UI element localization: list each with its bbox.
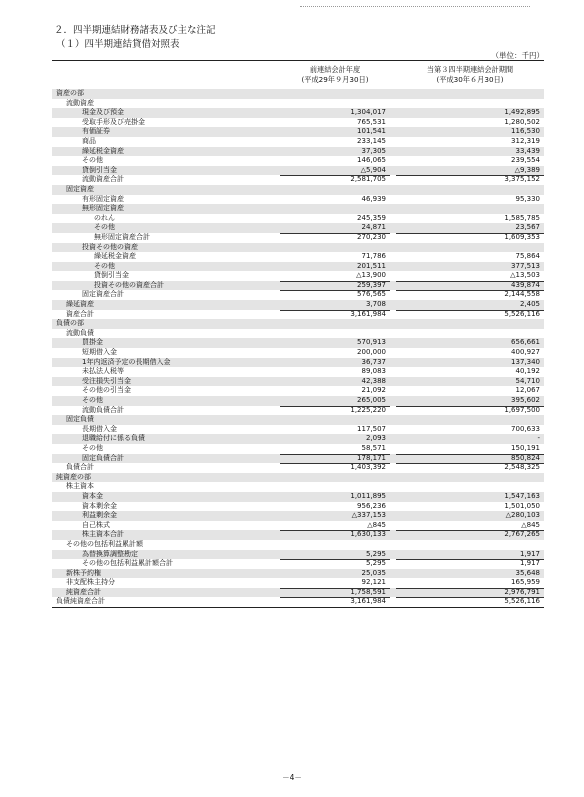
- prior-period-value: 36,737: [361, 357, 386, 366]
- table-row: [52, 588, 544, 598]
- prior-period-value: 58,571: [361, 443, 386, 452]
- prior-period-value: 101,541: [357, 127, 386, 136]
- row-label: 固定負債: [66, 415, 94, 424]
- table-row: [52, 262, 544, 272]
- prior-period-value: 5,295: [280, 559, 386, 569]
- current-period-value: 439,874: [396, 281, 540, 291]
- table-row: [52, 502, 544, 512]
- table-row: [52, 137, 544, 147]
- row-label: 株主資本合計: [82, 530, 124, 539]
- current-period-value: 1,280,502: [504, 117, 540, 126]
- header-rule: [300, 0, 530, 7]
- row-label: 純資産の部: [56, 472, 91, 481]
- row-label: 新株予約権: [66, 568, 101, 577]
- current-period-value: 700,633: [511, 424, 540, 433]
- current-period-value: 312,319: [511, 136, 540, 145]
- prior-period-value: △5,904: [360, 165, 386, 174]
- current-period-value: 395,602: [511, 396, 540, 404]
- row-label: 受取手形及び売掛金: [82, 117, 145, 126]
- row-label: 繰延税金資産: [94, 252, 136, 261]
- table-row: [52, 271, 544, 281]
- current-period-value: 5,526,116: [396, 597, 540, 607]
- row-label: 流動負債: [66, 328, 94, 337]
- row-label: 繰延資産: [66, 300, 94, 309]
- table-row: [52, 454, 544, 464]
- prior-period-value: 200,000: [357, 348, 386, 357]
- current-period-value: 1,917: [519, 549, 540, 558]
- table-row: [52, 319, 544, 329]
- prior-period-value: 92,121: [361, 578, 386, 587]
- prior-period-value: 3,708: [365, 300, 386, 309]
- table-row: [52, 300, 544, 310]
- row-label: 固定負債合計: [82, 453, 124, 462]
- prior-period-value: △845: [367, 520, 386, 529]
- row-label: その他の引当金: [82, 386, 131, 395]
- table-row: [52, 396, 544, 406]
- row-label: 未払法人税等: [82, 367, 124, 376]
- prior-period-value: 21,092: [361, 386, 386, 395]
- table-row: [52, 223, 544, 233]
- row-label: 短期借入金: [82, 348, 117, 357]
- current-period-value: -: [537, 434, 540, 443]
- current-period-value: 2,144,558: [396, 290, 540, 300]
- current-period-value: △9,389: [514, 165, 540, 174]
- row-label: その他: [82, 443, 103, 452]
- row-label: 買掛金: [82, 338, 103, 347]
- table-row: [52, 406, 544, 416]
- table-row: [52, 473, 544, 483]
- prior-period-value: 233,145: [357, 136, 386, 145]
- table-row: [52, 540, 544, 550]
- current-period-value: △280,103: [505, 511, 540, 520]
- row-label: 利益剰余金: [82, 511, 117, 520]
- row-label: 純資産合計: [66, 587, 101, 596]
- table-row: [52, 444, 544, 454]
- prior-period-value: 24,871: [361, 223, 386, 232]
- row-label: 商品: [82, 136, 96, 145]
- table-row: [52, 127, 544, 137]
- current-period-value: 656,661: [511, 338, 540, 347]
- prior-period-value: 89,083: [361, 367, 386, 376]
- current-period-value: 75,864: [515, 252, 540, 261]
- current-period-value: 23,567: [515, 223, 540, 232]
- table-row: [52, 597, 544, 608]
- column-header-prior-title: 前連結会計年度: [309, 65, 361, 74]
- prior-period-value: 3,161,984: [280, 597, 386, 607]
- prior-period-value: 3,161,984: [280, 310, 386, 320]
- row-label: その他: [94, 261, 115, 270]
- column-header-current-date: (平成30年６月30日): [436, 75, 504, 84]
- row-label: その他: [82, 396, 103, 404]
- table-row: [52, 358, 544, 368]
- prior-period-value: 146,065: [357, 156, 386, 165]
- current-period-value: 1,585,785: [504, 213, 540, 222]
- table-row: [52, 329, 544, 339]
- current-period-value: 377,513: [511, 261, 540, 270]
- prior-period-value: 2,093: [365, 434, 386, 443]
- table-row: [52, 377, 544, 387]
- table-row: [52, 204, 544, 214]
- table-row: [52, 108, 544, 118]
- current-period-value: 35,648: [515, 568, 540, 577]
- row-label: 流動資産: [66, 98, 94, 107]
- row-label: のれん: [94, 213, 115, 222]
- current-period-value: 2,548,325: [396, 463, 540, 473]
- current-period-value: 137,340: [511, 357, 540, 366]
- current-period-value: 2,767,265: [396, 530, 540, 540]
- table-title: （１）四半期連結貸借対照表: [56, 39, 180, 50]
- table-row: [52, 578, 544, 588]
- row-label: 資産合計: [66, 309, 94, 318]
- row-label: 投資その他の資産: [82, 242, 138, 251]
- table-row: [52, 492, 544, 502]
- table-row: [52, 415, 544, 425]
- table-row: [52, 348, 544, 358]
- current-period-value: 2,976,791: [396, 588, 540, 598]
- row-label: 流動資産合計: [82, 175, 124, 184]
- unit-label: （単位：千円）: [491, 51, 544, 60]
- prior-period-value: △337,153: [351, 511, 386, 520]
- prior-period-value: 2,581,705: [280, 175, 386, 185]
- section-title: ２．四半期連結財務諸表及び主な注記: [54, 25, 216, 36]
- prior-period-value: 71,786: [361, 252, 386, 261]
- current-period-value: 150,191: [511, 443, 540, 452]
- row-label: 1年内返済予定の長期借入金: [82, 357, 171, 366]
- row-label: その他の包括利益累計額合計: [82, 559, 173, 568]
- column-header-prior: [280, 65, 390, 85]
- current-period-value: 850,824: [396, 454, 540, 464]
- row-label: 資本剰余金: [82, 501, 117, 510]
- current-period-value: 5,526,116: [396, 310, 540, 320]
- current-period-value: 1,492,895: [504, 108, 540, 117]
- row-label: 現金及び預金: [82, 108, 124, 117]
- row-label: 貸倒引当金: [94, 271, 129, 280]
- row-label: 固定資産合計: [82, 290, 124, 299]
- row-label: 資本金: [82, 491, 103, 500]
- row-label: その他の包括利益累計額: [66, 539, 143, 548]
- current-period-value: 239,554: [511, 156, 540, 165]
- current-period-value: 1,697,500: [396, 406, 540, 416]
- table-row: [52, 463, 544, 473]
- table-row: [52, 569, 544, 579]
- prior-period-value: 270,230: [280, 233, 386, 243]
- current-period-value: 54,710: [515, 376, 540, 385]
- table-row: [52, 99, 544, 109]
- row-label: 投資その他の資産合計: [94, 280, 164, 289]
- prior-period-value: 576,565: [280, 290, 386, 300]
- row-label: 自己株式: [82, 520, 110, 529]
- row-label: 受注損失引当金: [82, 376, 131, 385]
- table-row: [52, 147, 544, 157]
- column-header-current: [396, 65, 544, 85]
- current-period-value: △845: [521, 520, 540, 529]
- table-row: [52, 310, 544, 320]
- table-row: [52, 434, 544, 444]
- prior-period-value: 117,507: [357, 424, 386, 433]
- prior-period-value: 25,035: [361, 568, 386, 577]
- table-row: [52, 386, 544, 396]
- table-row: [52, 89, 544, 99]
- current-period-value: 40,192: [515, 367, 540, 376]
- page-number: －4－: [282, 773, 302, 782]
- table-row: [52, 243, 544, 253]
- prior-period-value: 5,295: [365, 549, 386, 558]
- table-row: [52, 175, 544, 185]
- current-period-value: 165,959: [511, 578, 540, 587]
- row-label: 非支配株主持分: [66, 578, 115, 587]
- prior-period-value: 956,236: [357, 501, 386, 510]
- row-label: 有形固定資産: [82, 194, 124, 203]
- current-period-value: 1,609,353: [396, 233, 540, 243]
- prior-period-value: 265,005: [357, 396, 386, 404]
- row-label: 負債の部: [56, 319, 84, 328]
- prior-period-value: 37,305: [361, 146, 386, 155]
- table-row: [52, 511, 544, 521]
- table-row: [52, 281, 544, 291]
- current-period-value: 1,917: [396, 559, 540, 569]
- table-row: [52, 195, 544, 205]
- prior-period-value: 765,531: [357, 117, 386, 126]
- prior-period-value: 1,758,591: [280, 588, 386, 598]
- table-row: [52, 521, 544, 531]
- table-header: [52, 60, 544, 90]
- table-row: [52, 367, 544, 377]
- prior-period-value: 46,939: [361, 194, 386, 203]
- prior-period-value: 259,397: [280, 281, 386, 291]
- prior-period-value: 1,403,392: [280, 463, 386, 473]
- current-period-value: 12,067: [515, 386, 540, 395]
- prior-period-value: 1,304,017: [350, 108, 386, 117]
- table-row: [52, 290, 544, 300]
- row-label: 為替換算調整勘定: [82, 549, 138, 558]
- row-label: 無形固定資産: [82, 204, 124, 213]
- table-row: [52, 185, 544, 195]
- row-label: 株主資本: [66, 482, 94, 491]
- current-period-value: 2,405: [519, 300, 540, 309]
- row-label: 貸倒引当金: [82, 165, 117, 174]
- table-row: [52, 166, 544, 176]
- current-period-value: 116,530: [511, 127, 540, 136]
- table-row: [52, 530, 544, 540]
- table-row: [52, 559, 544, 569]
- prior-period-value: 1,225,220: [280, 406, 386, 416]
- current-period-value: 1,501,050: [504, 501, 540, 510]
- prior-period-value: 42,388: [361, 376, 386, 385]
- column-header-prior-date: (平成29年９月30日): [301, 75, 369, 84]
- row-label: 固定資産: [66, 184, 94, 193]
- row-label: その他: [82, 156, 103, 165]
- prior-period-value: 201,511: [357, 261, 386, 270]
- table-row: [52, 550, 544, 560]
- current-period-value: 1,547,163: [504, 491, 540, 500]
- prior-period-value: 570,913: [357, 338, 386, 347]
- row-label: 資産の部: [56, 89, 84, 97]
- column-header-current-title: 当第３四半期連結会計期間: [426, 65, 514, 74]
- table-row: [52, 482, 544, 492]
- current-period-value: 3,375,152: [396, 175, 540, 185]
- table-row: [52, 233, 544, 243]
- current-period-value: 33,439: [515, 146, 540, 155]
- row-label: 退職給付に係る負債: [82, 434, 145, 443]
- table-row: [52, 214, 544, 224]
- row-label: 負債純資産合計: [56, 597, 105, 606]
- current-period-value: 400,927: [511, 348, 540, 357]
- prior-period-value: 1,630,133: [280, 530, 386, 540]
- row-label: 流動負債合計: [82, 405, 124, 414]
- prior-period-value: 178,171: [280, 454, 386, 464]
- prior-period-value: 245,359: [357, 213, 386, 222]
- row-label: 長期借入金: [82, 424, 117, 433]
- row-label: 無形固定資産合計: [94, 232, 150, 241]
- table-row: [52, 156, 544, 166]
- current-period-value: 95,330: [515, 194, 540, 203]
- row-label: 繰延税金資産: [82, 146, 124, 155]
- row-label: 有価証券: [82, 127, 110, 136]
- prior-period-value: 1,011,895: [350, 491, 386, 500]
- prior-period-value: △13,900: [356, 271, 386, 280]
- current-period-value: △13,503: [510, 271, 540, 280]
- table-row: [52, 252, 544, 262]
- table-row: [52, 425, 544, 435]
- balance-sheet-table: [52, 89, 544, 608]
- row-label: その他: [94, 223, 115, 232]
- table-row: [52, 338, 544, 348]
- table-row: [52, 118, 544, 128]
- row-label: 負債合計: [66, 463, 94, 472]
